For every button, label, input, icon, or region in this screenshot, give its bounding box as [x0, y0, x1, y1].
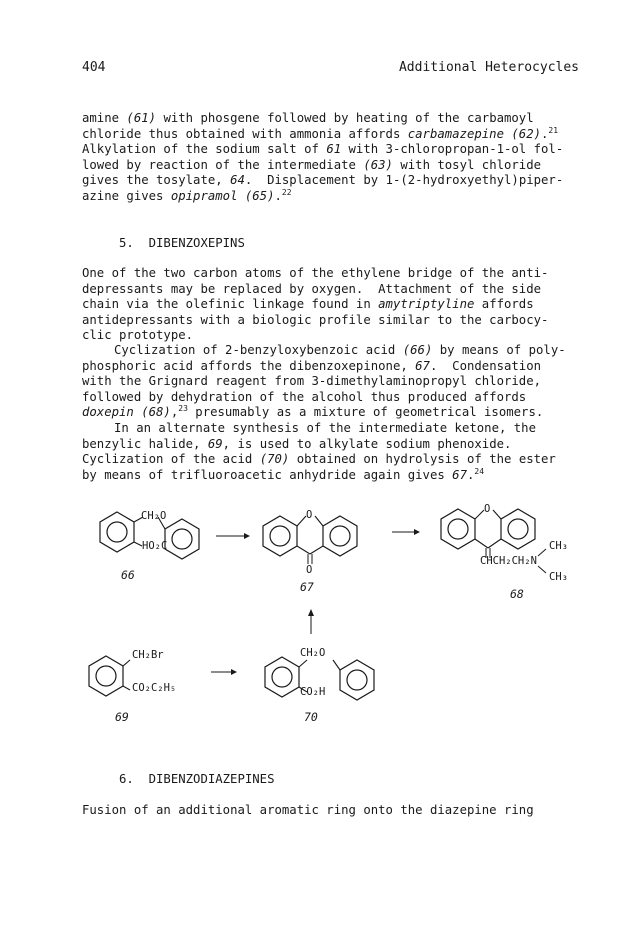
section-title: DIBENZOXEPINS — [148, 236, 245, 250]
text-line — [82, 803, 582, 819]
text-run: In an alternate synthesis of the intermediate ketone, the — [114, 421, 536, 435]
text-run: with 3-chloropropan-1-ol fol- — [341, 142, 564, 157]
label-68-ch3-top: CH₃ — [549, 540, 568, 552]
section-number: 5. — [119, 236, 134, 250]
text-run: lowed by reaction of the intermediate — [82, 157, 364, 172]
text-run: by means of trifluoroacetic anhydride again gives — [82, 467, 453, 482]
text-run: (66) — [402, 343, 433, 357]
text-run: benzylic halide, — [82, 436, 208, 451]
text-run: . — [274, 188, 282, 203]
text-run: 67 — [415, 358, 430, 373]
text-run: (70) — [259, 452, 290, 467]
text-run: with tosyl chloride — [392, 157, 542, 172]
label-66-ch2o: CH₂O — [141, 510, 167, 522]
text-run: 69 — [207, 436, 223, 451]
text-run: 67 — [452, 467, 467, 482]
text-run: carbamazepine (62) — [407, 126, 542, 141]
text-run: . Displacement by 1-(2-hydroxyethyl)piper- — [244, 173, 564, 188]
label-66-ho2c: HO₂C — [142, 540, 168, 552]
running-title: Additional Heterocycles — [398, 60, 579, 75]
text-run: (61) — [126, 111, 157, 125]
text-run: obtained on hydrolysis of the ester — [289, 452, 556, 467]
compound-number-69: 69 — [115, 710, 129, 724]
text-run: 64 — [230, 173, 245, 188]
text-run: clic prototype. — [82, 328, 194, 343]
text-run: One of the two carbon atoms of the ethylene bridge of the anti- — [82, 266, 549, 280]
paragraph-dibenzodiazepines — [82, 803, 582, 819]
text-run: amine — [82, 111, 127, 125]
text-run: . — [541, 126, 549, 141]
text-run: with phosgene followed by heating of the carbamoyl — [156, 111, 534, 125]
label-70-ch2o: CH₂O — [300, 647, 326, 659]
text-run: opipramol (65) — [170, 188, 275, 203]
label-70-co2h: CO₂H — [300, 686, 326, 698]
text-run: . — [466, 467, 475, 482]
text-run: azine gives — [82, 188, 171, 203]
compound-number-70: 70 — [304, 710, 318, 724]
text-run: Alkylation of the sodium salt of — [82, 142, 327, 157]
text-run: chloride thus obtained with ammonia affords — [82, 126, 408, 141]
page-number: 404 — [82, 60, 106, 75]
label-67-ring-o: O — [306, 509, 313, 521]
text-run: affords — [474, 297, 534, 312]
section-title: DIBENZODIAZEPINES — [148, 772, 275, 786]
label-67-keto-o: O — [306, 564, 313, 576]
label-68-ch3-bottom: CH₃ — [549, 571, 568, 583]
text-run: (63) — [363, 157, 393, 172]
text-run: with the Grignard reagent from 3-dimethylaminopropyl chloride, — [82, 374, 542, 389]
text-run: Cyclization of the acid — [82, 452, 260, 467]
text-run: . Condensation — [429, 358, 542, 373]
compound-number-66: 66 — [121, 568, 135, 582]
text-run: followed by dehydration of the alcohol thus produced affords — [82, 389, 527, 404]
text-run: 61 — [326, 142, 342, 157]
structure-69 — [89, 656, 130, 696]
text-run: presumably as a mixture of geometrical isomers. — [187, 405, 544, 420]
text-run: 21 — [548, 125, 559, 135]
compound-number-67: 67 — [300, 580, 314, 594]
text-run: 23 — [178, 404, 188, 414]
label-69-ch2br: CH₂Br — [132, 649, 164, 661]
text-run: by means of poly- — [432, 343, 566, 357]
structure-67 — [263, 516, 357, 564]
compound-number-68: 68 — [510, 587, 524, 601]
label-68-side-chain: CHCH₂CH₂N — [480, 555, 537, 567]
text-run: 24 — [474, 466, 485, 476]
section-number: 6. — [119, 772, 134, 786]
text-run: Cyclization of 2-benzyloxybenzoic acid — [114, 343, 403, 357]
text-run: 22 — [281, 187, 292, 197]
text-run: Fusion of an additional aromatic ring onto the diazepine ring — [82, 803, 534, 817]
text-run: amytriptyline — [378, 297, 475, 312]
text-run: antidepressants with a biologic profile similar to the carbocy- — [82, 312, 549, 327]
text-run: phosphoric acid affords the dibenzoxepinone, — [82, 358, 416, 373]
section-heading-dibenzodiazepines — [119, 772, 274, 786]
label-69-ester: CO₂C₂H₅ — [132, 682, 177, 694]
text-run: , is used to alkylate sodium phenoxide. — [222, 436, 512, 451]
text-run: , — [170, 405, 179, 420]
text-run: depressants may be replaced by oxygen. Attachment of the side — [82, 281, 542, 296]
text-run: doxepin (68) — [82, 405, 171, 420]
text-run: chain via the olefinic linkage found in — [82, 297, 379, 312]
text-run: gives the tosylate, — [82, 173, 231, 188]
label-68-ring-o: O — [484, 503, 491, 515]
